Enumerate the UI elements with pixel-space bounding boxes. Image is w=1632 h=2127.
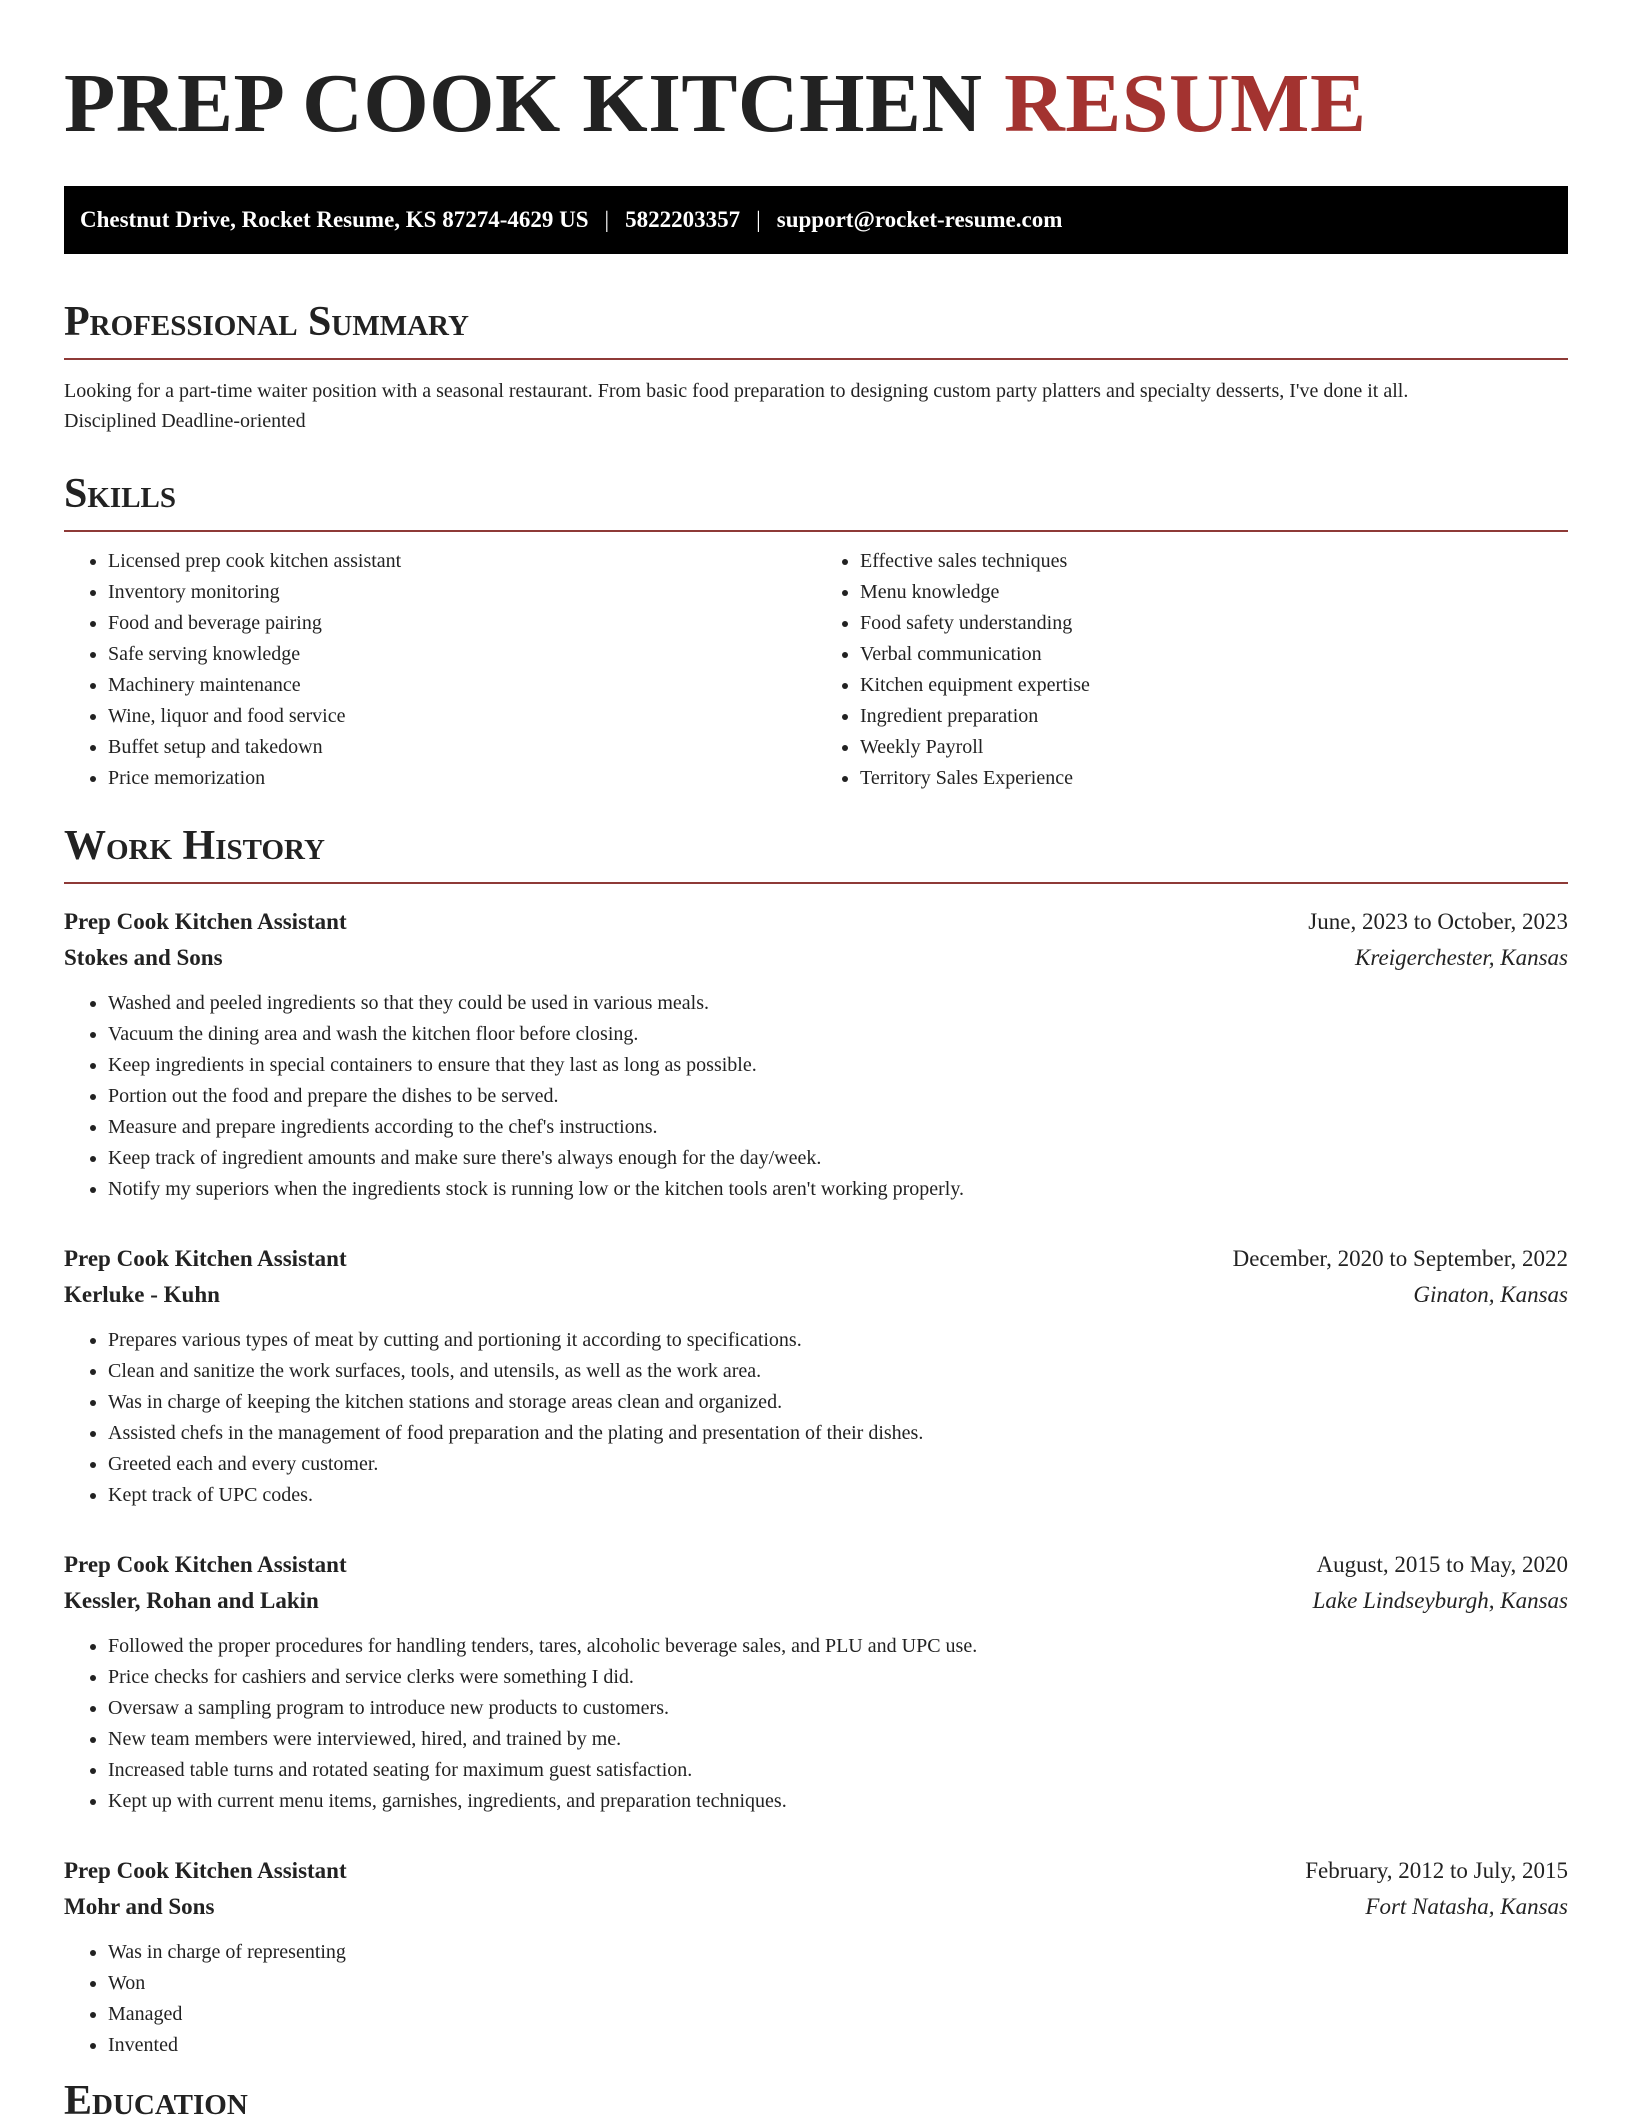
job-entry — [64, 1241, 1568, 1511]
job-bullets — [64, 1325, 1568, 1511]
education-heading: Education — [64, 2078, 248, 2124]
contact-bar — [64, 186, 1568, 254]
skill-item: • Ingredient preparation — [860, 701, 1568, 732]
skill-item: • Wine, liquor and food service — [108, 701, 816, 732]
contact-email[interactable]: support@rocket-resume.com — [776, 207, 1063, 232]
summary-section — [64, 296, 1568, 436]
job-title: Prep Cook Kitchen Assistant — [64, 909, 347, 934]
education-section — [64, 2075, 1568, 2127]
job-bullet: • Clean and sanitize the work surfaces, tools, and utensils, as well as the work area. — [108, 1356, 1568, 1387]
work-divider — [64, 882, 1568, 884]
skill-item: • Food safety understanding — [860, 608, 1568, 639]
job-header-row — [64, 1241, 1568, 1277]
job-bullet: • Vacuum the dining area and wash the kitchen floor before closing. — [108, 1019, 1568, 1050]
skill-item: • Menu knowledge — [860, 577, 1568, 608]
summary-heading: Professional Summary — [64, 299, 469, 345]
job-location: Fort Natasha, Kansas — [1365, 1894, 1568, 1919]
skill-item: • Licensed prep cook kitchen assistant — [108, 546, 816, 577]
job-title: Prep Cook Kitchen Assistant — [64, 1246, 347, 1271]
job-bullet: • Prepares various types of meat by cutting and portioning it according to specifications. — [108, 1325, 1568, 1356]
job-location: Ginaton, Kansas — [1413, 1282, 1568, 1307]
work-section — [64, 820, 1568, 2061]
job-location: Kreigerchester, Kansas — [1355, 945, 1568, 970]
job-company: Kerluke - Kuhn — [64, 1282, 220, 1307]
summary-divider — [64, 358, 1568, 360]
job-bullets — [64, 1937, 1568, 2061]
job-dates: December, 2020 to September, 2022 — [1232, 1246, 1568, 1271]
skills-list-left — [64, 546, 816, 794]
job-bullet: • Measure and prepare ingredients according to the chef's instructions. — [108, 1112, 1568, 1143]
job-bullet: • Portion out the food and prepare the dishes to be served. — [108, 1081, 1568, 1112]
job-header-row — [64, 1547, 1568, 1583]
skill-item: • Price memorization — [108, 763, 816, 794]
job-bullet: • Was in charge of representing — [108, 1937, 1568, 1968]
skills-columns — [64, 546, 1568, 794]
job-bullets — [64, 988, 1568, 1205]
job-title: Prep Cook Kitchen Assistant — [64, 1858, 347, 1883]
skills-section — [64, 468, 1568, 794]
job-bullet: • Won — [108, 1968, 1568, 1999]
job-company-row — [64, 1889, 1568, 1925]
job-list — [64, 904, 1568, 2061]
summary-body — [64, 376, 1568, 436]
skill-item: • Verbal communication — [860, 639, 1568, 670]
name-accent: RESUME — [1004, 57, 1367, 150]
contact-separator: | — [756, 207, 761, 232]
job-company-row — [64, 940, 1568, 976]
job-dates: February, 2012 to July, 2015 — [1305, 1858, 1568, 1883]
job-entry — [64, 1853, 1568, 2061]
job-dates: June, 2023 to October, 2023 — [1308, 909, 1568, 934]
job-bullet: • Oversaw a sampling program to introduce new products to customers. — [108, 1693, 1568, 1724]
job-bullet: • Managed — [108, 1999, 1568, 2030]
contact-phone: 5822203357 — [625, 207, 741, 232]
job-bullet: • Followed the proper procedures for handling tenders, tares, alcoholic beverage sales, and PLU and UPC use. — [108, 1631, 1568, 1662]
job-bullet: • Was in charge of keeping the kitchen stations and storage areas clean and organized. — [108, 1387, 1568, 1418]
job-company-row — [64, 1583, 1568, 1619]
job-company-row — [64, 1277, 1568, 1313]
skill-item: • Safe serving knowledge — [108, 639, 816, 670]
job-bullet: • Assisted chefs in the management of food preparation and the plating and presentation of their dishes. — [108, 1418, 1568, 1449]
job-company: Kessler, Rohan and Lakin — [64, 1588, 319, 1613]
job-header-row — [64, 904, 1568, 940]
job-company: Mohr and Sons — [64, 1894, 215, 1919]
summary-text: Looking for a part-time waiter position with a seasonal restaurant. From basic food preparation to designing custom party platters and specialty desserts, I've done it all. — [64, 380, 1409, 402]
resume-name — [64, 0, 1568, 152]
job-bullet: • New team members were interviewed, hired, and trained by me. — [108, 1724, 1568, 1755]
job-bullet: • Keep ingredients in special containers to ensure that they last as long as possible. — [108, 1050, 1568, 1081]
skills-list-right — [816, 546, 1568, 794]
job-company: Stokes and Sons — [64, 945, 223, 970]
skill-item: • Inventory monitoring — [108, 577, 816, 608]
job-bullet: • Increased table turns and rotated seating for maximum guest satisfaction. — [108, 1755, 1568, 1786]
job-bullet: • Notify my superiors when the ingredients stock is running low or the kitchen tools aren't working properly. — [108, 1174, 1568, 1205]
skill-item: • Territory Sales Experience — [860, 763, 1568, 794]
skill-item: • Kitchen equipment expertise — [860, 670, 1568, 701]
job-bullet: • Price checks for cashiers and service clerks were something I did. — [108, 1662, 1568, 1693]
contact-separator: | — [604, 207, 610, 232]
job-header-row — [64, 1853, 1568, 1889]
job-bullet: • Greeted each and every customer. — [108, 1449, 1568, 1480]
job-title: Prep Cook Kitchen Assistant — [64, 1552, 347, 1577]
job-entry — [64, 1547, 1568, 1817]
skills-divider — [64, 530, 1568, 532]
job-location: Lake Lindseyburgh, Kansas — [1312, 1588, 1568, 1613]
skill-item: • Machinery maintenance — [108, 670, 816, 701]
skill-item: • Food and beverage pairing — [108, 608, 816, 639]
job-dates: August, 2015 to May, 2020 — [1316, 1552, 1568, 1577]
name-main: PREP COOK KITCHEN — [64, 57, 983, 150]
skills-heading: Skills — [64, 471, 177, 517]
skill-item: • Effective sales techniques — [860, 546, 1568, 577]
skill-item: • Weekly Payroll — [860, 732, 1568, 763]
work-heading: Work History — [64, 823, 325, 869]
job-bullet: • Keep track of ingredient amounts and make sure there's always enough for the day/week. — [108, 1143, 1568, 1174]
job-entry — [64, 904, 1568, 1205]
job-bullet: • Washed and peeled ingredients so that they could be used in various meals. — [108, 988, 1568, 1019]
job-bullet: • Invented — [108, 2030, 1568, 2061]
job-bullet: • Kept up with current menu items, garnishes, ingredients, and preparation techniques. — [108, 1786, 1568, 1817]
job-bullets — [64, 1631, 1568, 1817]
summary-traits: Disciplined Deadline-oriented — [64, 410, 306, 432]
job-bullet: • Kept track of UPC codes. — [108, 1480, 1568, 1511]
resume-page — [64, 0, 1568, 2127]
skill-item: • Buffet setup and takedown — [108, 732, 816, 763]
contact-address: Chestnut Drive, Rocket Resume, KS 87274-4629 US — [80, 207, 589, 232]
